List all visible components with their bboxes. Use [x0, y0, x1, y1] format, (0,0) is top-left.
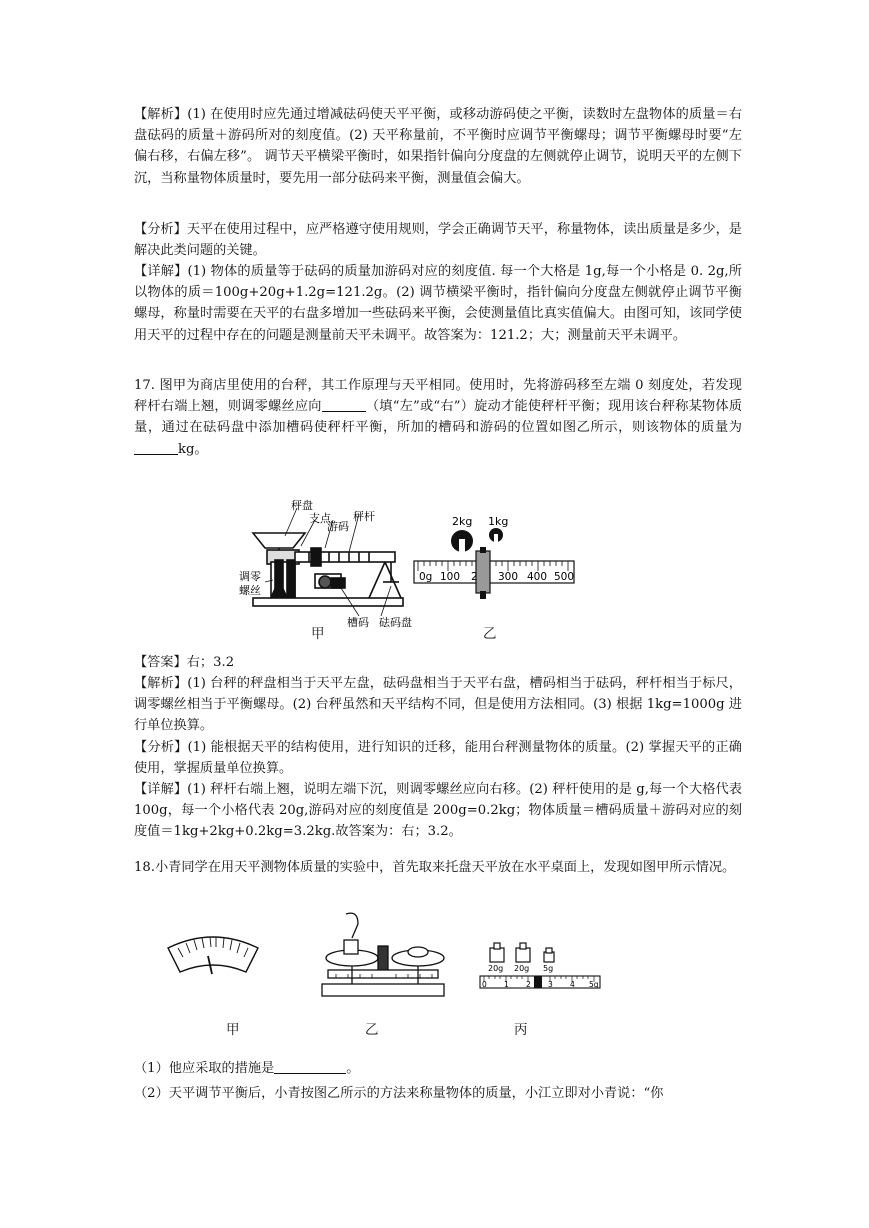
- balance-figure: [318, 912, 448, 1006]
- caption-17-yi: 乙: [483, 626, 497, 642]
- q17-blank-2: [134, 440, 178, 455]
- weight-5g: 5g: [543, 964, 554, 973]
- q18-sub1-end: 。: [346, 1061, 360, 1076]
- caption-18-bing: 丙: [514, 1022, 528, 1038]
- ruler-100: 100: [440, 571, 461, 583]
- question-17: [134, 375, 742, 460]
- fenxi-paragraph: 【分析】天平在使用过程中，应严格遵守使用规则，学会正确调节天平，称量物体，读出质量是多少，是解决此类问题的关键。: [134, 222, 742, 259]
- label-weight-pan: 砝码盘: [379, 616, 412, 629]
- scale-0: 0: [482, 980, 487, 989]
- scale-2: 2: [526, 980, 531, 989]
- label-2kg: 2kg: [452, 515, 473, 528]
- label-slot-weight: 槽码: [347, 616, 369, 629]
- label-1kg: 1kg: [488, 515, 509, 528]
- weights-ruler-18-figure: [476, 938, 606, 992]
- scale-5g: 5g: [589, 980, 599, 989]
- label-zero-screw-2: 螺丝: [239, 584, 261, 597]
- ruler-300: 300: [498, 571, 519, 583]
- label-fulcrum: 支点: [309, 512, 331, 525]
- label-scale-pan: 秤盘: [291, 499, 313, 512]
- scale-1: 1: [504, 980, 509, 989]
- division-plate-figure: [162, 930, 264, 992]
- ruler-2: 2: [471, 571, 478, 583]
- q18-sub1: [134, 1058, 742, 1079]
- label-zero-screw-1: 调零: [239, 570, 261, 583]
- q17-answer: 【答案】右；3.2: [134, 655, 235, 670]
- scale-3: 3: [548, 980, 553, 989]
- q18-sub2: （2）天平调节平衡后，小青按图乙所示的方法来称量物体的质量，小江立即对小青说：“你: [134, 1086, 664, 1101]
- caption-17-jia: 甲: [311, 626, 325, 642]
- weight-20g-b: 20g: [514, 964, 530, 973]
- ruler-500: 500: [554, 571, 575, 583]
- q17-text-3: kg。: [178, 441, 208, 457]
- q17-detail: 【详解】(1) 秤杆右端上翘，说明左端下沉，则调零螺丝应向右移。(2) 秤杆使用的是 g,每一个大格代表 100g，每一个小格代表 20g,游码对应的刻度值是 200g=0.2kg；物体质量＝槽码质量＋游码对应的刻度值＝1kg+2kg+0.2kg=3.2kg.故答案为：右；3.2。: [134, 782, 742, 840]
- q17-text-1: 17. 图甲为商店里使用的台秤，其工作原理与天平相同。使用时，先将游码移至左端 0 刻度处，若发现秤杆右端上翘，则调零螺丝应向: [134, 378, 742, 415]
- q17-text-2: （填“左”或“右”）旋动才能使秤杆平衡；现用该台秤称某物体质量，通过在砝码盘中添加槽码使秤杆平衡，所加的槽码和游码的位置如图乙所示，则该物体的质量为: [134, 399, 743, 436]
- analysis-paragraph: 【解析】(1) 在使用时应先通过增减砝码使天平平衡，或移动游码使之平衡，读数时左盘物体的质量＝右盘砝码的质量＋游码所对的刻度值。(2) 天平称量前，不平衡时应调节平衡螺母；调节平衡螺母时要“左偏右移，右偏左移”。 调节天平横梁平衡时，如果指针偏向分度盘的左侧就停止调节，说明天平的左侧下沉，当称量物体质量时，要先用一部分砝码来平衡，测量值会偏大。: [134, 107, 742, 186]
- label-beam: 秤杆: [353, 510, 375, 523]
- platform-scale-figure: [239, 498, 415, 638]
- q17-fenxi: 【分析】(1) 能根据天平的结构使用，进行知识的迁移，能用台秤测量物体的质量。(2) 掌握天平的正确使用，掌握质量单位换算。: [134, 740, 742, 777]
- question-18-stem: 18.小青同学在用天平测物体质量的实验中，首先取来托盘天平放在水平桌面上，发现如图甲所示情况。: [134, 860, 736, 875]
- label-rider: 游码: [327, 520, 349, 533]
- q17-analysis: 【解析】(1) 台秤的秤盘相当于天平左盘，砝码盘相当于天平右盘，槽码相当于砝码，秤杆相当于标尺，调零螺丝相当于平衡螺母。(2) 台秤虽然和天平结构不同，但是使用方法相同。(3) 根据 1kg=1000g 进行单位换算。: [134, 676, 742, 734]
- scale-4: 4: [570, 980, 575, 989]
- q18-sub1-blank: [274, 1059, 346, 1074]
- weights-ruler-figure: [410, 505, 580, 615]
- q17-blank-1: [322, 397, 366, 412]
- detail-paragraph: 【详解】(1) 物体的质量等于砝码的质量加游码对应的刻度值. 每一个大格是 1g,每一个小格是 0. 2g,所以物体的质＝100g+20g+1.2g=121.2g。(2) 调节横梁平衡时，指针偏向分度盘左侧就停止调节平衡螺母，称量时需要在天平的右盘多增加一些砝码来平衡，会使测量值比真实值偏大。由图可知，该同学使用天平的过程中存在的问题是测量前天平未调平。故答案为：121.2；大；测量前天平未调平。: [134, 264, 742, 343]
- ruler-0g: 0g: [419, 571, 433, 583]
- caption-18-yi: 乙: [365, 1022, 379, 1038]
- ruler-400: 400: [527, 571, 548, 583]
- q18-sub1-text: （1）他应采取的措施是: [134, 1061, 275, 1076]
- weight-20g-a: 20g: [488, 964, 504, 973]
- caption-18-jia: 甲: [226, 1022, 240, 1038]
